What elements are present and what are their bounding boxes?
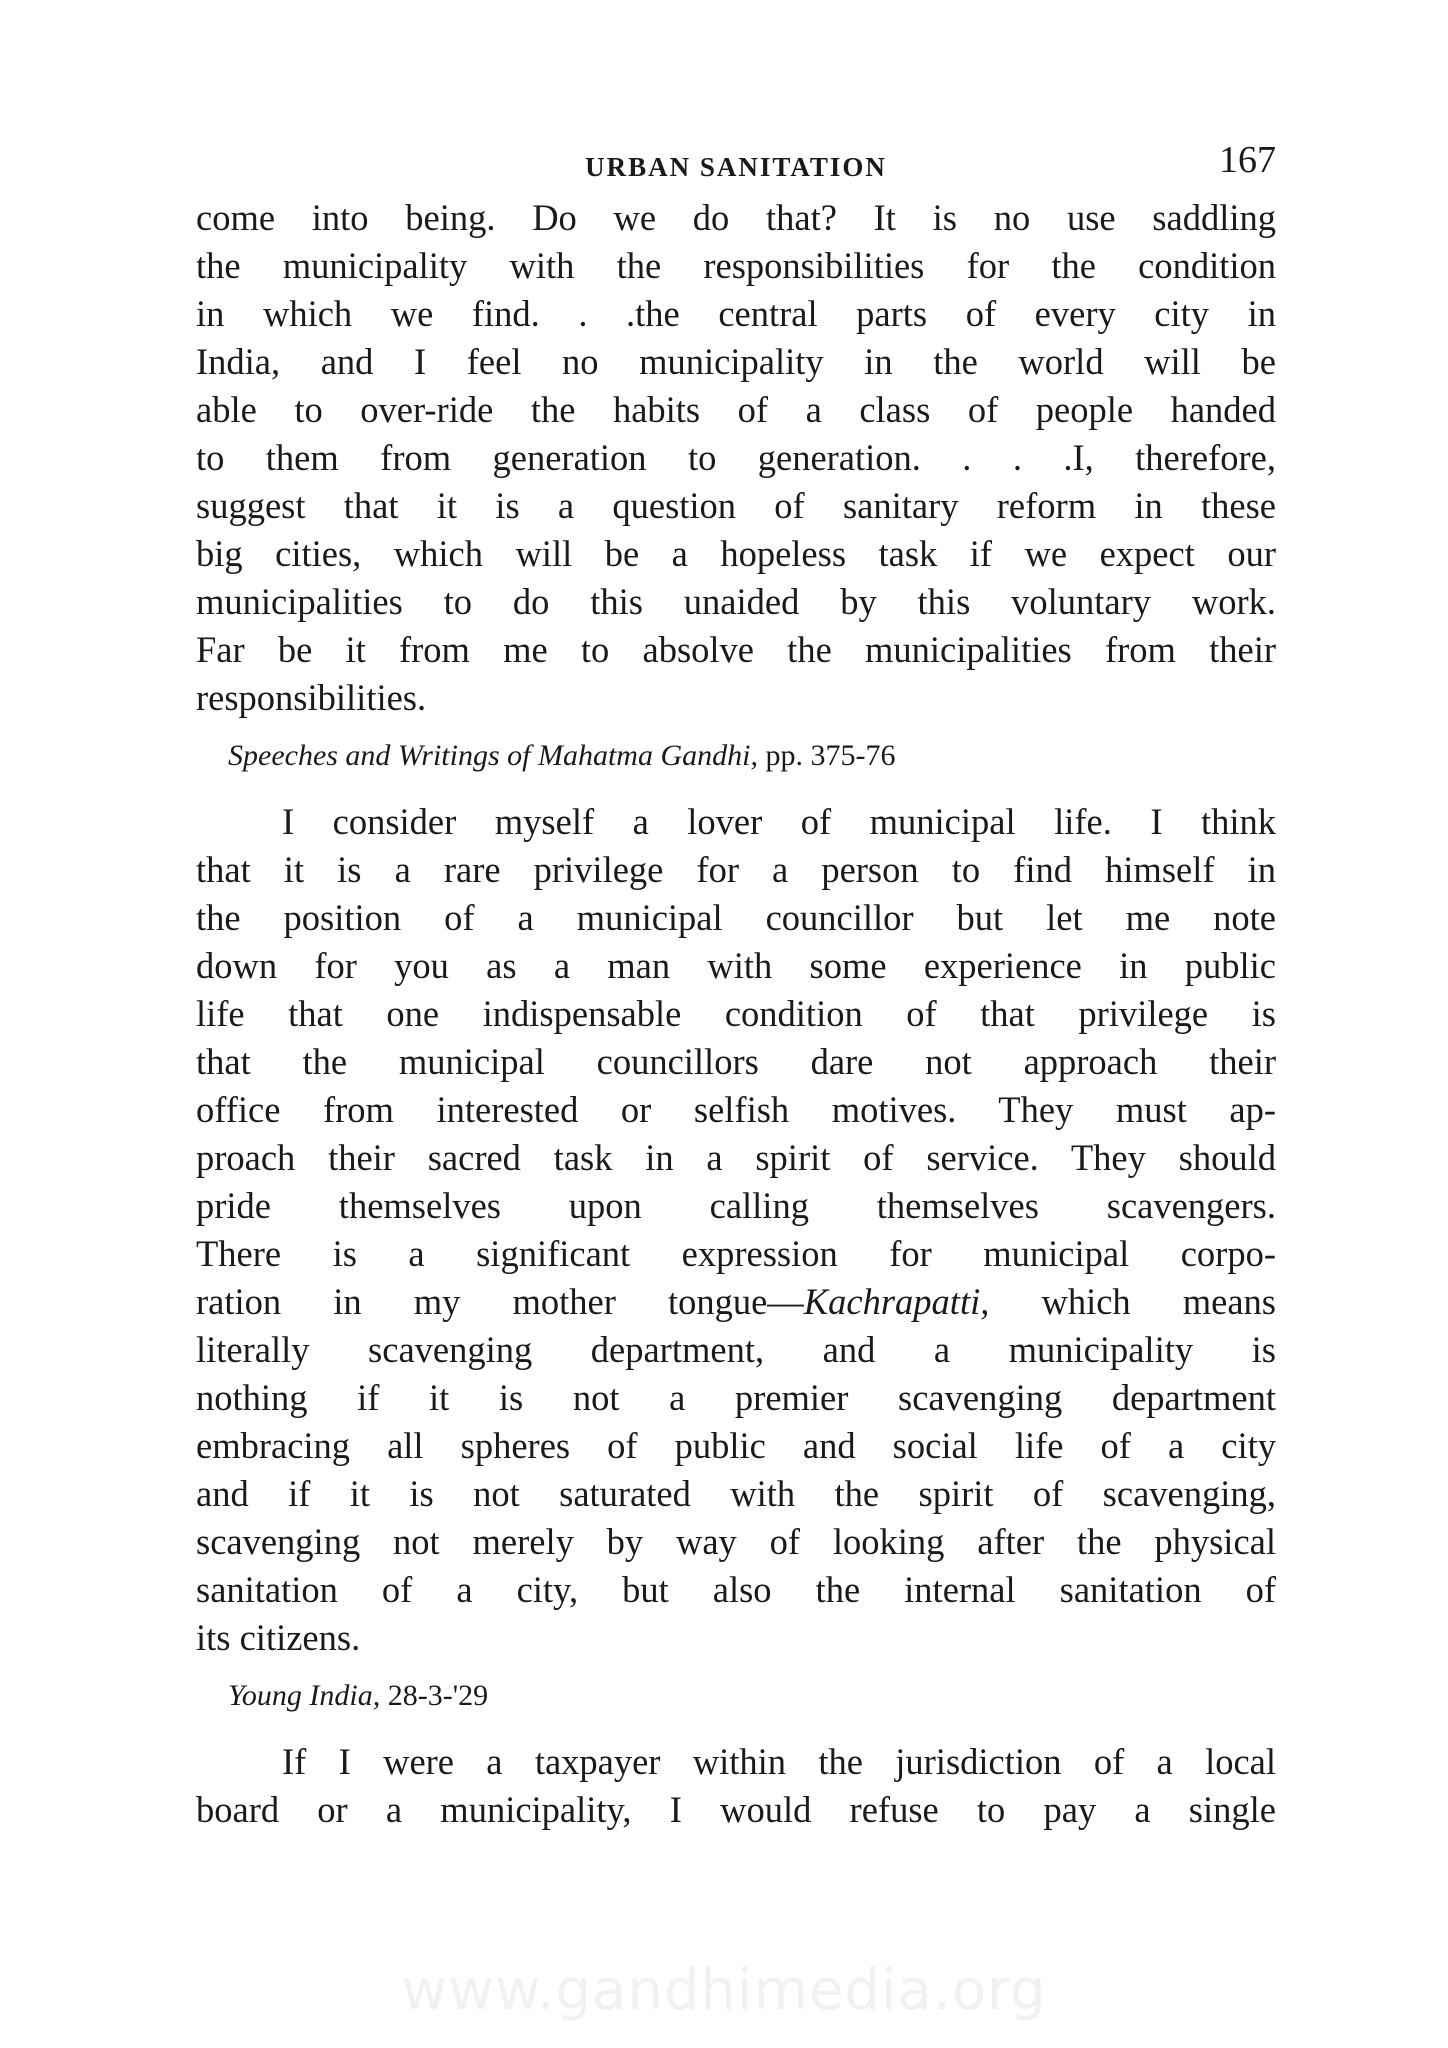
source-title: Speeches and Writings of Mahatma Gandhi, [228, 739, 758, 772]
text-line: There is a significant expression for municipal corpo- [196, 1233, 1276, 1274]
text-line: If I were a taxpayer within the jurisdiction of a local [282, 1741, 1276, 1782]
text-line: responsibilities. [196, 677, 427, 718]
text-line: board or a municipality, I would refuse to pay a single [196, 1789, 1276, 1830]
text-line: pride themselves upon calling themselves scavengers. [196, 1185, 1276, 1226]
text-line: life that one indispensable condition of that privilege is [196, 993, 1276, 1034]
text-segment: which means [989, 1281, 1276, 1322]
text-segment: ration in my mother tongue— [196, 1281, 804, 1322]
text-line: nothing if it is not a premier scavenging department [196, 1377, 1276, 1418]
text-line: municipalities to do this unaided by this voluntary work. [196, 581, 1276, 622]
running-title: URBAN SANITATION [585, 152, 887, 182]
text-line: big cities, which will be a hopeless task if we expect our [196, 533, 1276, 574]
text-line: embracing all spheres of public and social life of a city [196, 1425, 1276, 1466]
text-line: to them from generation to generation. . . .I, therefore, [196, 437, 1276, 478]
source-date: 28-3-'29 [387, 1679, 489, 1712]
passage-1 [196, 194, 1276, 722]
passage-3 [196, 1738, 1276, 1834]
watermark: www.gandhimedia.org [401, 1958, 1047, 2023]
text-line: that the municipal councillors dare not approach their [196, 1041, 1276, 1082]
text-line: I consider myself a lover of municipal life. I think [282, 801, 1276, 842]
italic-term: Kachrapatti, [803, 1281, 990, 1322]
text-line: in which we find. . .the central parts of every city in [196, 293, 1276, 334]
text-line: come into being. Do we do that? It is no use saddling [196, 197, 1276, 238]
text-line: down for you as a man with some experience in public [196, 945, 1276, 986]
text-line: literally scavenging department, and a municipality is [196, 1329, 1276, 1370]
text-line: the municipality with the responsibilities for the condition [196, 245, 1276, 286]
text-line: Far be it from me to absolve the municipalities from their [196, 629, 1276, 670]
running-header [196, 138, 1276, 194]
text-line: that it is a rare privilege for a person to find himself in [196, 849, 1276, 890]
passage-2 [196, 798, 1276, 1662]
text-line [196, 1278, 1276, 1326]
source-pages: pp. 375-76 [765, 739, 896, 772]
page-number: 167 [1219, 139, 1276, 181]
source-title: Young India, [228, 1679, 381, 1712]
text-line: sanitation of a city, but also the internal sanitation of [196, 1569, 1276, 1610]
source-citation-1 [228, 736, 1276, 776]
text-line: scavenging not merely by way of looking after the physical [196, 1521, 1276, 1562]
source-citation-2 [228, 1676, 1276, 1716]
text-line: India, and I feel no municipality in the world will be [196, 341, 1276, 382]
text-line: the position of a municipal councillor but let me note [196, 897, 1276, 938]
text-line: its citizens. [196, 1617, 361, 1658]
text-line: office from interested or selfish motives. They must ap- [196, 1089, 1276, 1130]
text-line: proach their sacred task in a spirit of service. They should [196, 1137, 1276, 1178]
text-line: suggest that it is a question of sanitary reform in these [196, 485, 1276, 526]
book-page [196, 138, 1276, 1834]
text-line: able to over-ride the habits of a class of people handed [196, 389, 1276, 430]
text-line: and if it is not saturated with the spirit of scavenging, [196, 1473, 1276, 1514]
